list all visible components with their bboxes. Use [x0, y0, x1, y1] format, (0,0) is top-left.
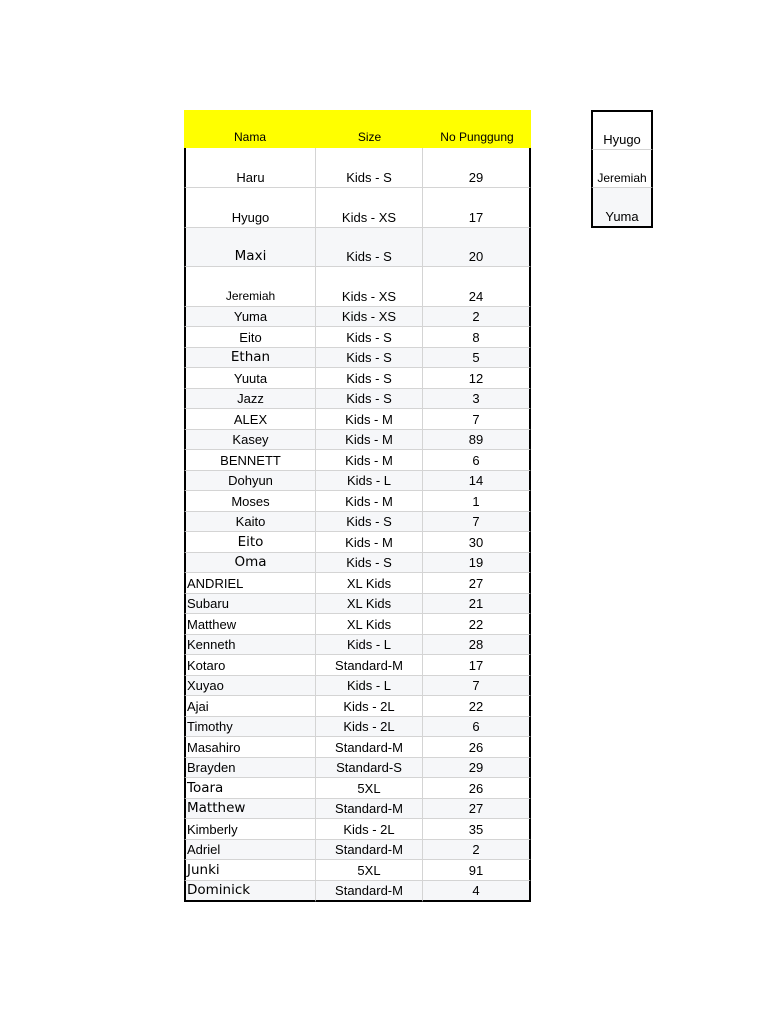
cell-nama[interactable]: Adriel — [184, 840, 316, 860]
cell-no-punggung[interactable]: 17 — [423, 188, 531, 228]
cell-size[interactable]: Kids - L — [316, 471, 423, 491]
cell-size[interactable]: Standard-M — [316, 799, 423, 819]
cell-size[interactable]: Kids - XS — [316, 267, 423, 307]
cell-size[interactable]: Kids - M — [316, 409, 423, 430]
table-row — [184, 799, 531, 819]
cell-size[interactable]: XL Kids — [316, 573, 423, 594]
header-row — [184, 110, 531, 148]
cell-size[interactable]: Kids - S — [316, 327, 423, 348]
cell-nama[interactable]: Jazz — [184, 389, 316, 409]
cell-nama[interactable]: Eito — [184, 532, 316, 553]
cell-size[interactable]: Kids - 2L — [316, 696, 423, 717]
cell-no-punggung[interactable]: 22 — [423, 614, 531, 635]
cell-nama[interactable]: Maxi — [184, 228, 316, 267]
cell-nama[interactable]: BENNETT — [184, 450, 316, 471]
cell-nama[interactable]: Masahiro — [184, 737, 316, 758]
cell-no-punggung[interactable]: 12 — [423, 368, 531, 389]
side-list-item[interactable]: Jeremiah — [591, 150, 653, 188]
cell-nama[interactable]: ANDRIEL — [184, 573, 316, 594]
cell-no-punggung[interactable]: 21 — [423, 594, 531, 614]
cell-nama[interactable]: Dohyun — [184, 471, 316, 491]
cell-no-punggung[interactable]: 26 — [423, 737, 531, 758]
table-row — [184, 327, 531, 348]
cell-nama[interactable]: Matthew — [184, 614, 316, 635]
cell-no-punggung[interactable]: 2 — [423, 307, 531, 327]
cell-nama[interactable]: Dominick — [184, 881, 316, 902]
cell-no-punggung[interactable]: 17 — [423, 655, 531, 676]
cell-nama[interactable]: Yuuta — [184, 368, 316, 389]
cell-nama[interactable]: Eito — [184, 327, 316, 348]
side-list-item[interactable]: Yuma — [591, 188, 653, 228]
table-row — [184, 594, 531, 614]
table-row — [184, 368, 531, 389]
cell-size[interactable]: Kids - XS — [316, 188, 423, 228]
table-row — [184, 430, 531, 450]
table-row — [184, 737, 531, 758]
cell-size[interactable]: Kids - S — [316, 228, 423, 267]
cell-no-punggung[interactable]: 14 — [423, 471, 531, 491]
cell-no-punggung[interactable]: 3 — [423, 389, 531, 409]
cell-size[interactable]: Kids - L — [316, 676, 423, 696]
table-row — [184, 389, 531, 409]
cell-nama[interactable]: Matthew — [184, 799, 316, 819]
cell-nama[interactable]: Haru — [184, 148, 316, 188]
table-row — [184, 267, 531, 307]
table-row — [184, 188, 531, 228]
table-row — [184, 553, 531, 573]
table-row — [184, 532, 531, 553]
table-row — [184, 450, 531, 471]
table-row — [184, 860, 531, 881]
cell-size[interactable]: Kids - S — [316, 148, 423, 188]
cell-nama[interactable]: ALEX — [184, 409, 316, 430]
cell-no-punggung[interactable]: 7 — [423, 512, 531, 532]
cell-nama[interactable]: Moses — [184, 491, 316, 512]
cell-no-punggung[interactable]: 19 — [423, 553, 531, 573]
cell-size[interactable]: Standard-M — [316, 881, 423, 902]
cell-no-punggung[interactable]: 20 — [423, 228, 531, 267]
cell-no-punggung[interactable]: 5 — [423, 348, 531, 368]
cell-nama[interactable]: Oma — [184, 553, 316, 573]
table-row — [184, 228, 531, 267]
table-row — [184, 717, 531, 737]
cell-size[interactable]: Kids - 2L — [316, 717, 423, 737]
cell-no-punggung[interactable]: 6 — [423, 450, 531, 471]
cell-size[interactable]: Kids - M — [316, 532, 423, 553]
cell-no-punggung[interactable]: 27 — [423, 573, 531, 594]
cell-no-punggung[interactable]: 24 — [423, 267, 531, 307]
cell-no-punggung[interactable]: 28 — [423, 635, 531, 655]
cell-no-punggung[interactable]: 26 — [423, 778, 531, 799]
cell-nama[interactable]: Junki — [184, 860, 316, 881]
cell-size[interactable]: Kids - M — [316, 491, 423, 512]
cell-size[interactable]: Kids - S — [316, 553, 423, 573]
cell-size[interactable]: Standard-M — [316, 737, 423, 758]
table-row — [184, 758, 531, 778]
cell-no-punggung[interactable]: 35 — [423, 819, 531, 840]
cell-size[interactable]: Kids - 2L — [316, 819, 423, 840]
cell-no-punggung[interactable]: 29 — [423, 758, 531, 778]
cell-nama[interactable]: Kimberly — [184, 819, 316, 840]
cell-size[interactable]: 5XL — [316, 778, 423, 799]
cell-size[interactable]: XL Kids — [316, 594, 423, 614]
cell-nama[interactable]: Brayden — [184, 758, 316, 778]
cell-no-punggung[interactable]: 4 — [423, 881, 531, 902]
cell-no-punggung[interactable]: 30 — [423, 532, 531, 553]
table-row — [184, 635, 531, 655]
table-row — [184, 819, 531, 840]
cell-nama[interactable]: Ethan — [184, 348, 316, 368]
cell-nama[interactable]: Kaito — [184, 512, 316, 532]
table-row — [184, 696, 531, 717]
cell-nama[interactable]: Yuma — [184, 307, 316, 327]
cell-size[interactable]: Kids - L — [316, 635, 423, 655]
cell-nama[interactable]: Kenneth — [184, 635, 316, 655]
table-row — [184, 148, 531, 188]
table-row — [184, 409, 531, 430]
table-row — [184, 512, 531, 532]
cell-nama[interactable]: Ajai — [184, 696, 316, 717]
table-row — [184, 840, 531, 860]
cell-size[interactable]: Standard-M — [316, 655, 423, 676]
cell-no-punggung[interactable]: 22 — [423, 696, 531, 717]
cell-nama[interactable]: Kotaro — [184, 655, 316, 676]
cell-size[interactable]: Standard-S — [316, 758, 423, 778]
cell-size[interactable]: Kids - S — [316, 368, 423, 389]
table-row — [184, 573, 531, 594]
cell-no-punggung[interactable]: 89 — [423, 430, 531, 450]
cell-no-punggung[interactable]: 7 — [423, 409, 531, 430]
cell-size[interactable]: Kids - S — [316, 348, 423, 368]
cell-nama[interactable]: Timothy — [184, 717, 316, 737]
table-row — [184, 676, 531, 696]
cell-size[interactable]: Kids - S — [316, 389, 423, 409]
cell-size[interactable]: 5XL — [316, 860, 423, 881]
table-row — [184, 348, 531, 368]
cell-nama[interactable]: Xuyao — [184, 676, 316, 696]
cell-size[interactable]: Kids - S — [316, 512, 423, 532]
table-row — [184, 614, 531, 635]
cell-no-punggung[interactable]: 27 — [423, 799, 531, 819]
cell-nama[interactable]: Toara — [184, 778, 316, 799]
cell-size[interactable]: Kids - M — [316, 430, 423, 450]
cell-size[interactable]: Kids - M — [316, 450, 423, 471]
cell-nama[interactable]: Subaru — [184, 594, 316, 614]
cell-no-punggung[interactable]: 29 — [423, 148, 531, 188]
table-row — [184, 881, 531, 902]
cell-size[interactable]: Standard-M — [316, 840, 423, 860]
table-row — [184, 491, 531, 512]
cell-nama[interactable]: Hyugo — [184, 188, 316, 228]
header-nama[interactable]: Nama — [233, 130, 266, 144]
table-row — [184, 778, 531, 799]
cell-no-punggung[interactable]: 2 — [423, 840, 531, 860]
header-no-punggung[interactable]: No Punggung — [440, 130, 514, 144]
cell-no-punggung[interactable]: 8 — [423, 327, 531, 348]
header-size[interactable]: Size — [357, 130, 382, 144]
cell-no-punggung[interactable]: 7 — [423, 676, 531, 696]
cell-no-punggung[interactable]: 1 — [423, 491, 531, 512]
table-row — [184, 307, 531, 327]
cell-no-punggung[interactable]: 6 — [423, 717, 531, 737]
cell-size[interactable]: Kids - XS — [316, 307, 423, 327]
cell-size[interactable]: XL Kids — [316, 614, 423, 635]
cell-nama[interactable]: Jeremiah — [184, 267, 316, 307]
cell-nama[interactable]: Kasey — [184, 430, 316, 450]
cell-no-punggung[interactable]: 91 — [423, 860, 531, 881]
side-list-item[interactable]: Hyugo — [591, 110, 653, 150]
table-row — [184, 471, 531, 491]
table-row — [184, 655, 531, 676]
